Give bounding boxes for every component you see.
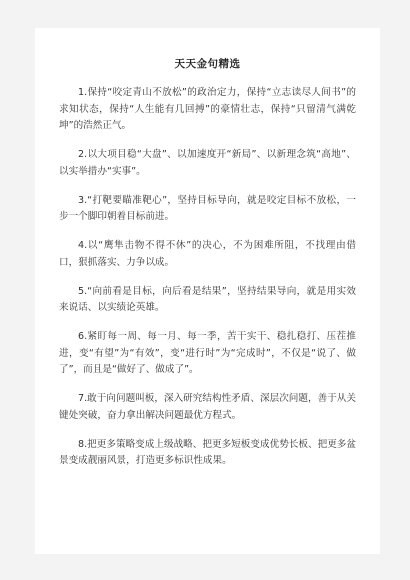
- paragraph-2: 2.以大项目稳“大盘”、以加速度开“新局”、以新理念筑“高地”、以实举措办“实事”。: [59, 149, 356, 177]
- paragraph-1: 1.保持“咬定青山不放松”的政治定力，保持“立志读尽人间书”的求知状态，保持“人生能有几回搏”的豪情壮志，保持“只留清气满乾坤”的浩然正气。: [59, 87, 356, 131]
- paragraph-6: 6.紧盯每一周、每一月、每一季，苦干实干、稳扎稳打、压茬推进，变“有望”为“有效”，变“进行时”为“完成时”，不仅是“说了、做了”，而且是“做好了、做成了”。: [59, 331, 356, 375]
- document-page: [35, 28, 380, 554]
- paragraph-3: 3.“打靶要瞄准靶心”，坚持目标导向，就是咬定目标不放松，一步一个脚印朝着目标前进。: [59, 194, 356, 222]
- document-title: 天天金句精选: [174, 58, 241, 70]
- paragraph-4: 4.以“鹰隼击物不得不休”的决心，不为困难所阻，不找理由借口，狠抓落实、力争以成。: [59, 240, 356, 268]
- paragraph-7: 7.敢于向问题叫板，深入研究结构性矛盾、深层次问题，善于从关键处突破，奋力拿出解决问题最优方程式。: [59, 393, 356, 421]
- paragraph-5: 5.“向前看是目标，向后看是结果”，坚持结果导向，就是用实效来说话、以实绩论英雄。: [59, 285, 356, 313]
- paragraph-8: 8.把更多策略变成上级战略、把更多短板变成优势长板、把更多盆景变成靓丽风景，打造更多标识性成果。: [59, 438, 356, 466]
